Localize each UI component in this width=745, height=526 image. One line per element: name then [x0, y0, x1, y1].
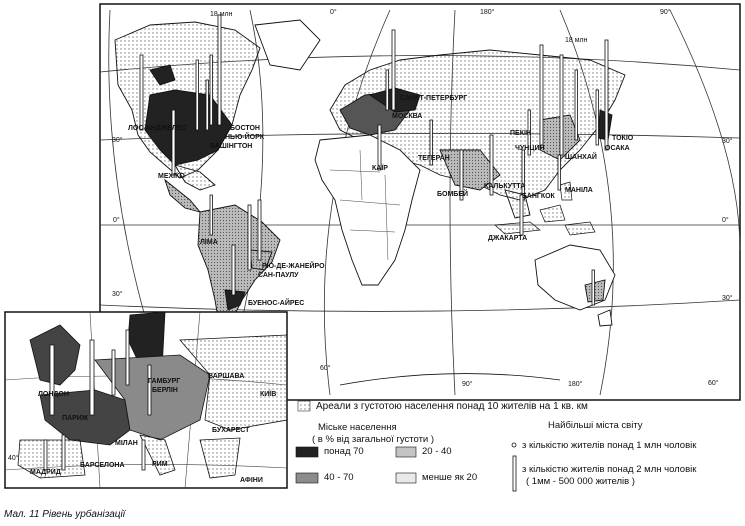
legend-scale-note: ( 1мм - 500 000 жителів ): [526, 476, 635, 487]
australia: [535, 245, 615, 326]
label-lima: ЛІМА: [200, 239, 218, 246]
svg-text:БАРСЕЛОНА: БАРСЕЛОНА: [80, 462, 125, 469]
legend-under-20: менше як 20: [422, 472, 478, 483]
bar-tokyo: [605, 40, 608, 150]
bar-washington: [206, 80, 209, 130]
label-bangkok: БАНГКОК: [522, 193, 555, 200]
label-new-york: НЬЮ-ЙОРК: [225, 134, 265, 141]
svg-text:ВАРШАВА: ВАРШАВА: [208, 373, 245, 380]
svg-text:180°: 180°: [480, 9, 495, 16]
label-beijing: ПЕКІН: [510, 130, 531, 137]
svg-text:0°: 0°: [330, 9, 337, 16]
svg-text:БУХАРЕСТ: БУХАРЕСТ: [212, 427, 250, 434]
antarctica: [340, 374, 560, 385]
svg-text:МІЛАН: МІЛАН: [115, 440, 138, 447]
svg-text:30°: 30°: [722, 138, 733, 145]
figure-caption: Мал. 11 Рівень урбанізації: [4, 509, 125, 520]
svg-text:БЕРЛІН: БЕРЛІН: [152, 387, 178, 394]
legend-over-2m: з кількістю жителів понад 2 млн чоловік: [522, 464, 697, 475]
label-los-angeles: ЛОС-АНДЖЕЛЕС: [128, 125, 187, 132]
label-washington: ВАШІНГТОН: [210, 143, 253, 150]
bar-shanghai: [560, 55, 563, 155]
bar-boston: [210, 55, 213, 125]
label-sao-paulo: САН-ПАУЛУ: [258, 272, 299, 279]
label-osaka: ОСАКА: [605, 145, 630, 152]
legend-40-70: 40 - 70: [324, 472, 354, 483]
bar-mexico: [172, 110, 175, 175]
label-manila: МАНІЛА: [565, 187, 593, 194]
svg-text:КИЇВ: КИЇВ: [260, 391, 277, 398]
label-bombay: БОМБЕЙ: [437, 191, 469, 198]
europe-inset: [5, 312, 287, 488]
label-tokyo: ТОКІО: [612, 135, 634, 142]
label-buenos-aires: БУЕНОС-АЙРЕС: [248, 300, 305, 307]
label-boston: БОСТОН: [230, 125, 260, 132]
svg-text:30°: 30°: [112, 137, 123, 144]
bar-st-petersburg: [386, 70, 389, 110]
scale-asia: 18 млн: [565, 37, 588, 44]
legend-over-70: понад 70: [324, 446, 364, 457]
legend-urban-subtitle: ( в % від загальної густоти ): [312, 434, 435, 445]
svg-text:180°: 180°: [568, 381, 583, 388]
north-america: [115, 22, 260, 212]
label-moscow: МОСКВА: [392, 113, 423, 120]
svg-text:ГАМБУРГ: ГАМБУРГ: [148, 378, 181, 385]
svg-text:60°: 60°: [320, 365, 331, 372]
svg-text:40°: 40°: [8, 455, 19, 462]
bar-lima: [210, 195, 213, 235]
bar-new-york: [218, 15, 221, 125]
bar-los-angeles: [140, 55, 143, 130]
label-st-petersburg: САНКТ-ПЕТЕРБУРГ: [400, 95, 468, 102]
bar-buenos-aires: [232, 245, 235, 295]
label-mexico: МЕХІКО: [158, 173, 185, 180]
svg-text:ЛОНДОН: ЛОНДОН: [38, 391, 69, 398]
svg-text:0°: 0°: [722, 217, 729, 224]
label-rio: РІО-ДЕ-ЖАНЕЙРО: [262, 263, 325, 270]
bar-jakarta: [520, 195, 523, 235]
svg-text:30°: 30°: [722, 295, 733, 302]
label-cairo: КАЇР: [372, 165, 388, 172]
bar-rio: [258, 200, 261, 260]
svg-text:МАДРИД: МАДРИД: [30, 469, 61, 476]
svg-text:30°: 30°: [112, 291, 123, 298]
label-chunking: ЧУНЦИН: [515, 145, 545, 152]
svg-text:60°: 60°: [708, 380, 719, 387]
label-jakarta: ДЖАКАРТА: [488, 235, 528, 242]
bar-cairo: [378, 125, 381, 170]
label-shanghai: ШАНХАЙ: [565, 154, 597, 161]
legend-20-40: 20 - 40: [422, 446, 452, 457]
bar-beijing: [540, 45, 543, 145]
legend-over-1m: з кількістю жителів понад 1 млн чоловік: [522, 440, 697, 451]
bar-chicago: [196, 60, 199, 130]
bar-osaka: [596, 90, 599, 145]
bar-seoul: [575, 70, 578, 140]
africa: [315, 135, 420, 285]
legend-largest-title: Найбільші міста світу: [548, 420, 643, 431]
label-calcutta: КАЛЬКУТТА: [484, 183, 526, 190]
bar-sydney: [592, 270, 595, 305]
svg-text:ПАРИЖ: ПАРИЖ: [62, 415, 89, 422]
svg-text:АФІНИ: АФІНИ: [240, 477, 263, 484]
legend-density-title: Ареали з густотою населення понад 10 жителів на 1 кв. км: [316, 401, 588, 412]
greenland: [255, 20, 320, 70]
svg-text:90°: 90°: [462, 381, 473, 388]
svg-text:90°: 90°: [660, 9, 671, 16]
bar-sao-paulo: [248, 205, 251, 270]
label-tehran: ТЕГЕРАН: [418, 155, 450, 162]
legend-urban-title: Міське населення: [318, 422, 397, 433]
bar-manila: [558, 155, 561, 190]
svg-text:РИМ: РИМ: [152, 461, 168, 468]
bar-moscow: [392, 30, 395, 110]
svg-text:0°: 0°: [113, 217, 120, 224]
scale-americas: 18 млн: [210, 11, 233, 18]
